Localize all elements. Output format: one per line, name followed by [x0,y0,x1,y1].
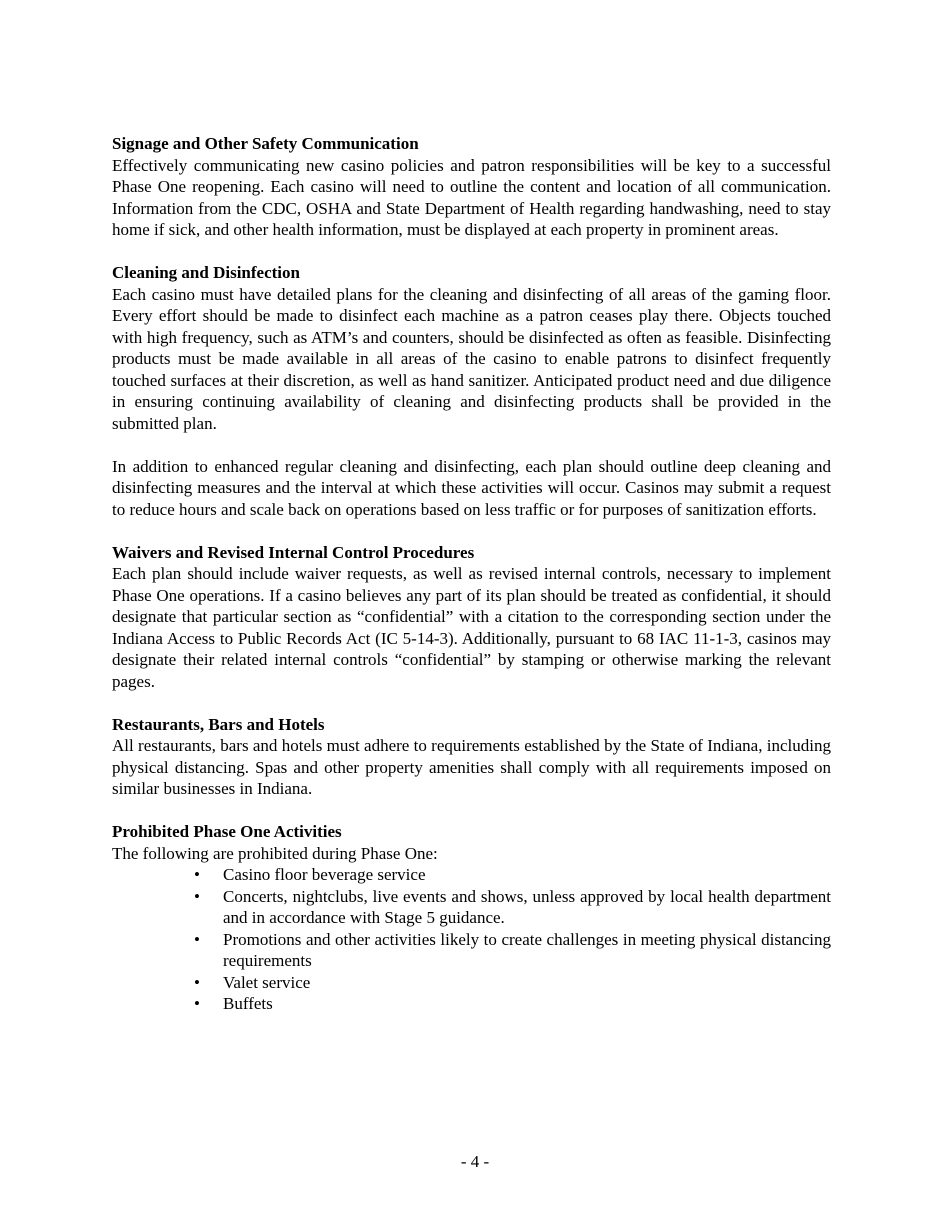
document-body [112,133,831,1036]
section-heading: Prohibited Phase One Activities [112,822,342,841]
section-paragraph: All restaurants, bars and hotels must adhere to requirements established by the State of Indiana, including physical distancing. Spas and other property amenities shall comply with all requirements imposed on similar businesses in Indiana. [112,736,831,798]
section-restaurants [112,714,831,800]
bullet-icon: • [194,929,200,949]
section-waivers [112,542,831,693]
section-paragraph: Each plan should include waiver requests, as well as revised internal controls, necessary to implement Phase One operations. If a casino believes any part of its plan should be treated as confidential, it should designate that particular section as “confidential” with a citation to the corresponding section under the Indiana Access to Public Records Act (IC 5-14-3). Additionally, pursuant to 68 IAC 11-1-3, casinos may designate their related internal controls “confidential” by stamping or otherwise marking the relevant pages. [112,564,831,691]
prohibited-activities-list [112,864,831,1015]
section-prohibited [112,821,831,1015]
page-number: - 4 - [460,1152,490,1171]
section-paragraph: In addition to enhanced regular cleaning and disinfecting, each plan should outline deep cleaning and disinfecting measures and the interval at which these activities will occur. Casinos may submit a request to reduce hours and scale back on operations based on less traffic or for purposes of sanitization efforts. [112,456,831,519]
section-heading: Restaurants, Bars and Hotels [112,714,325,734]
list-item [194,864,831,886]
section-paragraph: Each casino must have detailed plans for the cleaning and disinfecting of all areas of the gaming floor. Every effort should be made to disinfect each machine as a patron ceases play there. Objects touched with high frequency, such as ATM’s and counters, should be disinfected as often as feasible. Disinfecting products must be made available in all areas of the casino to enable patrons to disinfect frequently touched surfaces at their discretion, as well as hand sanitizer. Anticipated product need and due diligence in ensuring continuing availability of cleaning and disinfecting products shall be provided in the submitted plan. [112,284,831,433]
list-item-text: Valet service [223,972,311,992]
section-heading: Signage and Other Safety Communication [112,134,419,153]
list-item-text: Casino floor beverage service [223,865,426,884]
bullet-icon: • [194,972,200,992]
list-item-text: Concerts, nightclubs, live events and shows, unless approved by local health department and in accordance with Stage 5 guidance. [223,886,831,927]
list-item [194,972,831,994]
section-paragraph: Effectively communicating new casino policies and patron responsibilities will be key to a successful Phase One reopening. Each casino will need to outline the content and location of all communication. Information from the CDC, OSHA and State Department of Health regarding handwashing, need to stay home if sick, and other health information, must be displayed at each property in prominent areas. [112,155,831,239]
list-item [194,993,831,1015]
section-cleaning [112,262,831,520]
section-heading: Waivers and Revised Internal Control Procedures [112,542,475,562]
section-signage [112,133,831,241]
list-item-text: Buffets [223,994,273,1013]
bullet-icon: • [194,865,200,884]
bullet-icon: • [194,886,200,906]
bullet-icon: • [194,994,200,1013]
section-paragraph: The following are prohibited during Phase One: [112,843,438,863]
section-heading: Cleaning and Disinfection [112,263,300,282]
list-item [194,929,831,972]
list-item [194,886,831,929]
list-item-text: Promotions and other activities likely to create challenges in meeting physical distancing requirements [223,929,831,970]
